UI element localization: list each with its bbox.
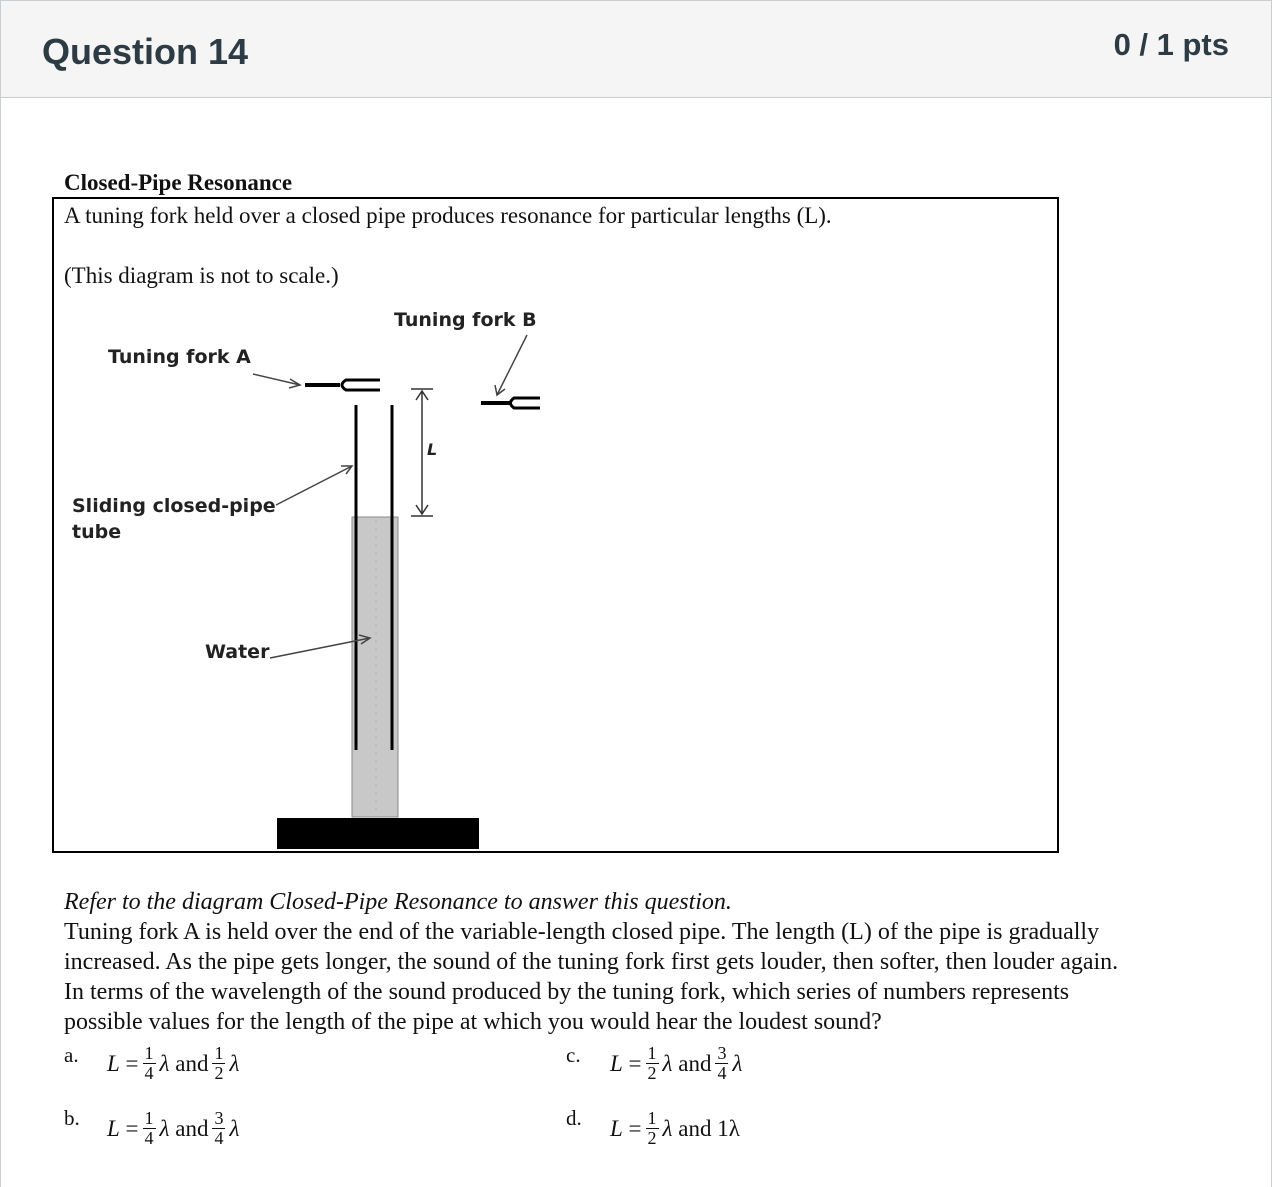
question-line-1: Tuning fork A is held over the end of the variable-length closed pipe. The length (L) of the pipe is gradually [64,919,1100,945]
question-line-2: increased. As the pipe gets longer, the sound of the tuning fork first gets louder, then softer, then louder again. [64,949,1119,975]
stand-base [277,818,479,849]
answer-formula: L = $\frac{1}{4}$ λ and $\frac{3}{4}$ λ [107,1108,240,1148]
answer-letter: d. [566,1106,582,1130]
question-line-4: possible values for the length of the pipe at which you would hear the loudest sound? [64,1009,882,1035]
figure-caption: A tuning fork held over a closed pipe produces resonance for particular lengths (L). [64,203,832,228]
fork-b-pointer [497,335,527,395]
answer-letter: a. [64,1043,79,1067]
label-fork-a: Tuning fork A [108,346,251,368]
question-title: Question 14 [42,31,249,72]
tube-pointer [276,466,352,505]
answer-formula: L = $\frac{1}{2}$ λ and $\frac{3}{4}$ λ [610,1043,743,1083]
label-tube-line1: Sliding closed-pipe [72,495,276,517]
tuning-fork-b-icon [481,398,540,408]
question-points: 0 / 1 pts [1113,27,1229,62]
label-tube-line2: tube [72,521,122,543]
answer-letter: b. [64,1106,80,1130]
fork-a-pointer [253,374,300,385]
label-water: Water [205,641,270,663]
figure-title: Closed-Pipe Resonance [64,170,293,195]
answer-formula: L = $\frac{1}{4}$ λ and $\frac{1}{2}$ λ [107,1043,240,1083]
tuning-fork-a-icon [305,380,380,390]
answer-letter: c. [566,1043,581,1067]
figure-note: (This diagram is not to scale.) [64,263,339,288]
question-line-3: In terms of the wavelength of the sound produced by the tuning fork, which series of numbers represents [64,979,1070,1005]
label-fork-b: Tuning fork B [394,309,537,331]
answer-formula: L = $\frac{1}{2}$ λ and 1λ [610,1108,740,1148]
question-intro: Refer to the diagram Closed-Pipe Resonance to answer this question. [64,889,732,915]
label-length: L [427,440,438,459]
